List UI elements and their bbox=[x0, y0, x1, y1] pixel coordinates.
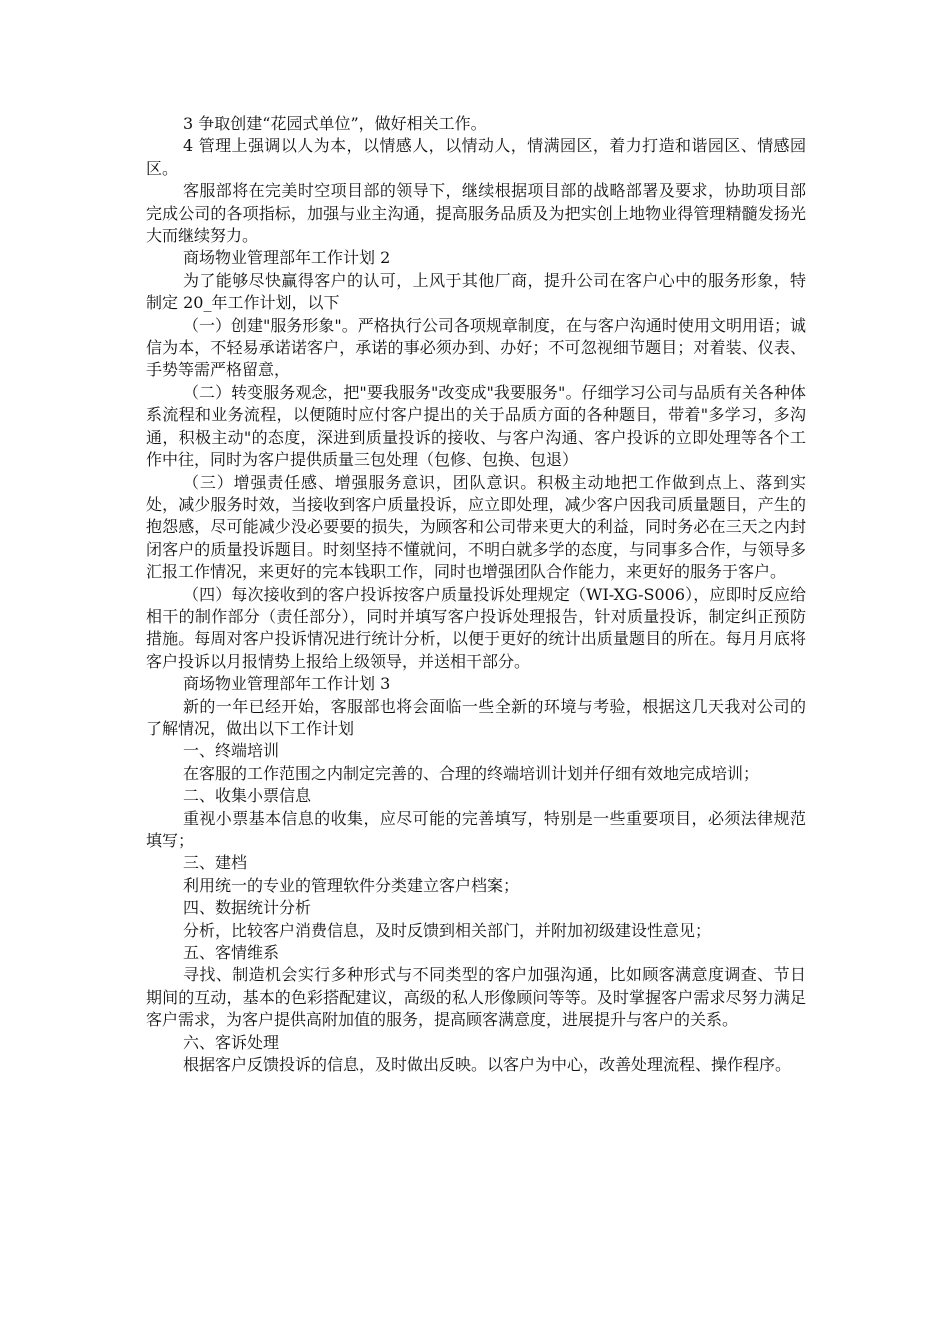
paragraph-item-1: （一）创建"服务形象"。严格执行公司各项规章制度，在与客户沟通时使用文明用语；诚信为本，不轻易承诺诺客户，承诺的事必须办到、办好；不可忽视细节题目；对着装、仪表、手势等需严格留意， bbox=[146, 315, 806, 380]
paragraph-goal-3: 3 争取创建“花园式单位”，做好相关工作。 bbox=[183, 114, 487, 133]
subheading-complaint-handling: 六、客诉处理 bbox=[183, 1032, 280, 1052]
section-heading-plan-3: 商场物业管理部年工作计划 3 bbox=[183, 674, 391, 694]
paragraph-item-4: （四）每次接收到的客户投诉按客户质量投诉处理规定（WI-XG-S006），应即时反应给相干的制作部分（责任部分），同时并填写客户投诉处理报告，针对质量投诉，制定纠正预防措施。每周对客户投诉情况进行统计分析，以便于更好的统计出质量题目的所在。每月月底将客户投诉以月报情势上报给上级领导，并送相干部分。 bbox=[146, 584, 806, 671]
subheading-customer-relations: 五、客情维系 bbox=[183, 943, 280, 963]
paragraph-service-summary: 客服部将在完美时空项目部的领导下，继续根据项目部的战略部署及要求，协助项目部完成公司的各项指标，加强与业主沟通，提高服务品质及为把实创上地物业得管理精髓发扬光大而继续努力。 bbox=[146, 181, 806, 246]
paragraph-item-3: （三）增强责任感、增强服务意识，团队意识。积极主动地把工作做到点上、落到实处，减少服务时效，当接收到客户质量投诉，应立即处理，减少客户因我司质量题目，产生的抱怨感，尽可能减少没必要要的损失，为顾客和公司带来更大的利益，同时务必在三天之内封闭客户的质量投诉题目。时刻坚持不懂就问，不明白就多学的态度，与同事多合作，与领导多汇报工作情况，来更好的完本钱职工作，同时也增强团队合作能力，来更好的服务于客户。 bbox=[146, 472, 806, 582]
document-body bbox=[146, 113, 806, 1076]
paragraph-plan-2-intro: 为了能够尽快赢得客户的认可，上风于其他厂商，提升公司在客户心中的服务形象，特制定 20_年工作计划，以下 bbox=[146, 270, 806, 313]
paragraph-customer-relations: 寻找、制造机会实行多种形式与不同类型的客户加强沟通，比如顾客满意度调查、节日期间的互动，基本的色彩搭配建议，高级的私人形像顾问等等。及时掌握客户需求尽努力满足客户需求，为客户提供高附加值的服务，提高顾客满意度，进展提升与客户的关系。 bbox=[146, 965, 806, 1030]
paragraph-plan-3-intro: 新的一年已经开始，客服部也将会面临一些全新的环境与考验，根据这几天我对公司的了解情况，做出以下工作计划 bbox=[146, 696, 806, 738]
paragraph-archiving: 利用统一的专业的管理软件分类建立客户档案； bbox=[183, 875, 520, 895]
subheading-receipt-info: 二、收集小票信息 bbox=[183, 786, 312, 806]
subheading-terminal-training: 一、终端培训 bbox=[183, 741, 280, 761]
section-heading-plan-2: 商场物业管理部年工作计划 2 bbox=[183, 248, 391, 268]
paragraph-terminal-training: 在客服的工作范围之内制定完善的、合理的终端培训计划并仔细有效地完成培训； bbox=[183, 763, 760, 783]
paragraph-receipt-info: 重视小票基本信息的收集，应尽可能的完善填写，特别是一些重要项目，必须法律规范填写； bbox=[146, 808, 806, 850]
subheading-archiving: 三、建档 bbox=[183, 853, 248, 873]
paragraph-complaint-handling: 根据客户反馈投诉的信息，及时做出反映。以客户为中心，改善处理流程、操作程序。 bbox=[183, 1055, 792, 1075]
paragraph-goal-4: 4 管理上强调以人为本，以情感人，以情动人，情满园区，着力打造和谐园区、情感园区。 bbox=[146, 136, 806, 178]
subheading-data-analysis: 四、数据统计分析 bbox=[183, 898, 312, 918]
paragraph-data-analysis: 分析，比较客户消费信息，及时反馈到相关部门，并附加初级建设性意见； bbox=[183, 920, 712, 940]
paragraph-item-2: （二）转变服务观念，把"要我服务"改变成"我要服务"。仔细学习公司与品质有关各种体系流程和业务流程，以便随时应付客户提出的关于品质方面的各种题目，带着"多学习，多沟通，积极主动"的态度，深进到质量投诉的接收、与客户沟通、客户投诉的立即处理等各个工作中往，同时为客户提供质量三包处理（包修、包换、包退） bbox=[146, 382, 806, 470]
